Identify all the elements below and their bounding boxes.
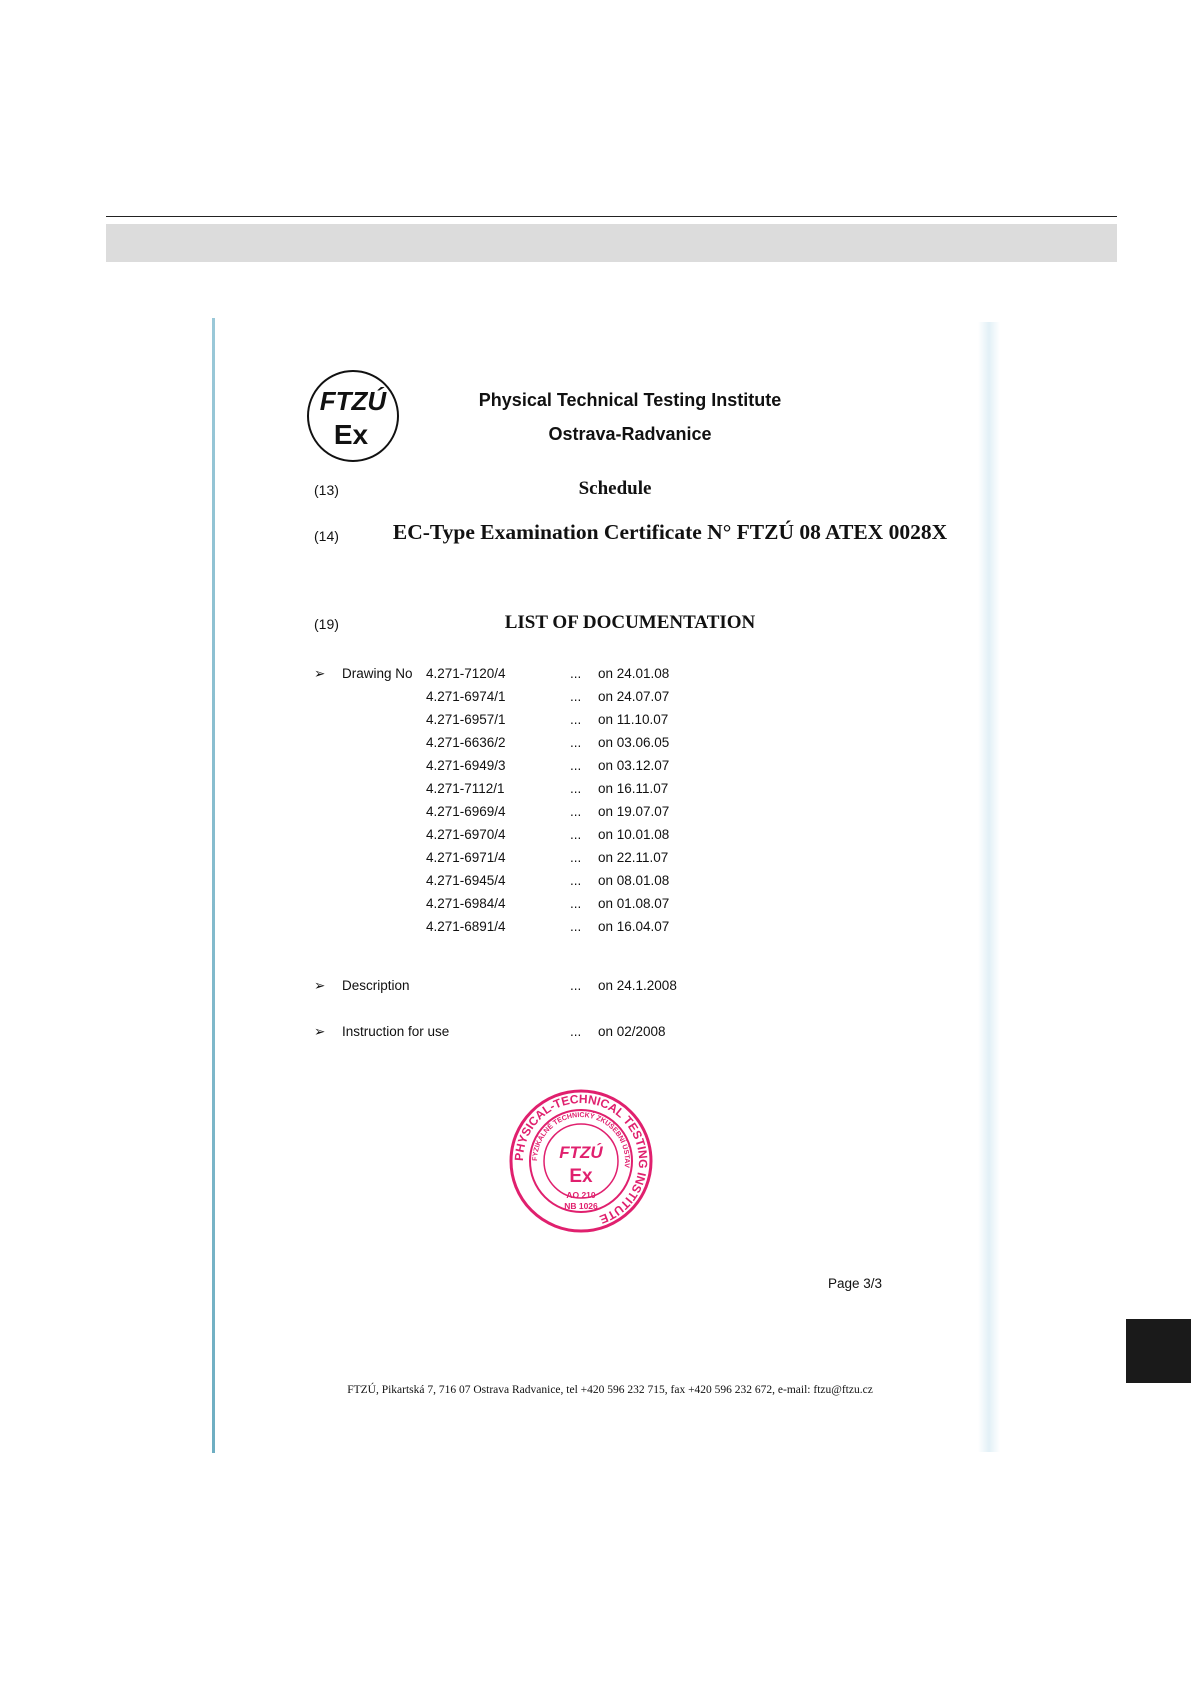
scanned-certificate-page — [210, 318, 1010, 1453]
drawing-number: 4.271-6974/1 — [426, 689, 506, 704]
drawing-date: on 11.10.07 — [598, 712, 669, 727]
svg-text:FTZÚ: FTZÚ — [559, 1143, 603, 1162]
drawing-number: 4.271-6969/4 — [426, 804, 506, 819]
drawing-row — [310, 804, 760, 827]
drawing-date: on 01.08.07 — [598, 896, 670, 911]
scan-edge-right — [978, 322, 1000, 1452]
svg-text:FYZIKÁLNĚ TECHNICKÝ ZKUŠEBNÍ Ú: FYZIKÁLNĚ TECHNICKÝ ZKUŠEBNÍ ÚSTAV — [531, 1111, 631, 1169]
drawing-date: on 16.04.07 — [598, 919, 670, 934]
drawing-row — [310, 873, 760, 896]
header-band — [106, 224, 1117, 262]
leader-dots: ... — [570, 781, 582, 796]
field-number-14: (14) — [314, 528, 339, 544]
instruction-row — [310, 1024, 760, 1047]
institute-name: Physical Technical Testing Institute — [478, 390, 782, 410]
description-label: Description — [342, 978, 410, 993]
svg-text:Ex: Ex — [333, 419, 369, 450]
svg-text:FTZÚ: FTZÚ — [319, 386, 387, 416]
leader-dots: ... — [570, 1024, 582, 1039]
certificate-title: EC-Type Examination Certificate N° FTZÚ 08 ATEX 0028X — [392, 520, 948, 544]
drawing-row — [310, 781, 760, 804]
leader-dots: ... — [570, 712, 582, 727]
leader-dots: ... — [570, 758, 582, 773]
leader-dots: ... — [570, 735, 582, 750]
bullet-icon: ➢ — [314, 666, 326, 681]
header-rule — [106, 216, 1117, 217]
institute-city: Ostrava-Radvanice — [548, 424, 712, 444]
drawing-row — [310, 735, 760, 758]
leader-dots: ... — [570, 850, 582, 865]
instruction-label: Instruction for use — [342, 1024, 450, 1039]
drawing-number: 4.271-6984/4 — [426, 896, 506, 911]
institute-stamp — [508, 1088, 654, 1234]
drawing-row — [310, 827, 760, 850]
field-number-19: (19) — [314, 616, 339, 632]
leader-dots: ... — [570, 827, 582, 842]
drawing-row — [310, 850, 760, 873]
svg-text:NB 1026: NB 1026 — [564, 1201, 598, 1211]
drawing-date: on 03.12.07 — [598, 758, 670, 773]
instruction-date: on 02/2008 — [598, 1024, 666, 1039]
drawing-number: 4.271-6970/4 — [426, 827, 506, 842]
drawing-row — [310, 896, 760, 919]
drawing-number: 4.271-6636/2 — [426, 735, 506, 750]
drawing-date: on 03.06.05 — [598, 735, 670, 750]
drawing-date: on 10.01.08 — [598, 827, 670, 842]
drawing-list — [310, 666, 760, 942]
drawing-date: on 19.07.07 — [598, 804, 670, 819]
drawing-date: on 08.01.08 — [598, 873, 670, 888]
drawing-row — [310, 666, 760, 689]
footer-address: FTZÚ, Pikartská 7, 716 07 Ostrava Radvanice, tel +420 596 232 715, fax +420 596 232 672, e-mail: ftzu@ftzu.cz — [347, 1384, 873, 1396]
drawing-number: 4.271-6971/4 — [426, 850, 506, 865]
page-number: Page 3/3 — [828, 1276, 883, 1291]
leader-dots: ... — [570, 804, 582, 819]
list-heading: LIST OF DOCUMENTATION — [504, 612, 756, 633]
leader-dots: ... — [570, 978, 582, 993]
ftzu-ex-logo — [305, 368, 401, 464]
leader-dots: ... — [570, 873, 582, 888]
drawing-number: 4.271-6957/1 — [426, 712, 506, 727]
bullet-icon: ➢ — [314, 978, 326, 993]
leader-dots: ... — [570, 666, 582, 681]
drawing-row — [310, 919, 760, 942]
drawing-date: on 16.11.07 — [598, 781, 669, 796]
leader-dots: ... — [570, 919, 582, 934]
drawing-number: 4.271-7112/1 — [426, 781, 505, 796]
drawing-date: on 24.07.07 — [598, 689, 670, 704]
drawing-row — [310, 689, 760, 712]
svg-text:Ex: Ex — [569, 1166, 593, 1187]
drawing-number: 4.271-6945/4 — [426, 873, 506, 888]
drawing-number: 4.271-6891/4 — [426, 919, 506, 934]
description-row — [310, 978, 760, 1001]
schedule-title: Schedule — [578, 478, 652, 499]
drawing-label: Drawing No — [342, 666, 413, 681]
description-date: on 24.1.2008 — [598, 978, 677, 993]
svg-text:PHYSICAL-TECHNICAL TESTING INS: PHYSICAL-TECHNICAL TESTING INSTITUTE — [511, 1091, 651, 1227]
bullet-icon: ➢ — [314, 1024, 326, 1039]
drawing-date: on 24.01.08 — [598, 666, 670, 681]
scan-edge-left — [212, 318, 215, 1453]
drawing-number: 4.271-6949/3 — [426, 758, 506, 773]
leader-dots: ... — [570, 896, 582, 911]
drawing-number: 4.271-7120/4 — [426, 666, 506, 681]
field-number-13: (13) — [314, 482, 339, 498]
drawing-row — [310, 758, 760, 781]
drawing-date: on 22.11.07 — [598, 850, 669, 865]
drawing-row — [310, 712, 760, 735]
side-tab — [1126, 1319, 1191, 1383]
leader-dots: ... — [570, 689, 582, 704]
svg-text:AO 210: AO 210 — [566, 1190, 596, 1200]
